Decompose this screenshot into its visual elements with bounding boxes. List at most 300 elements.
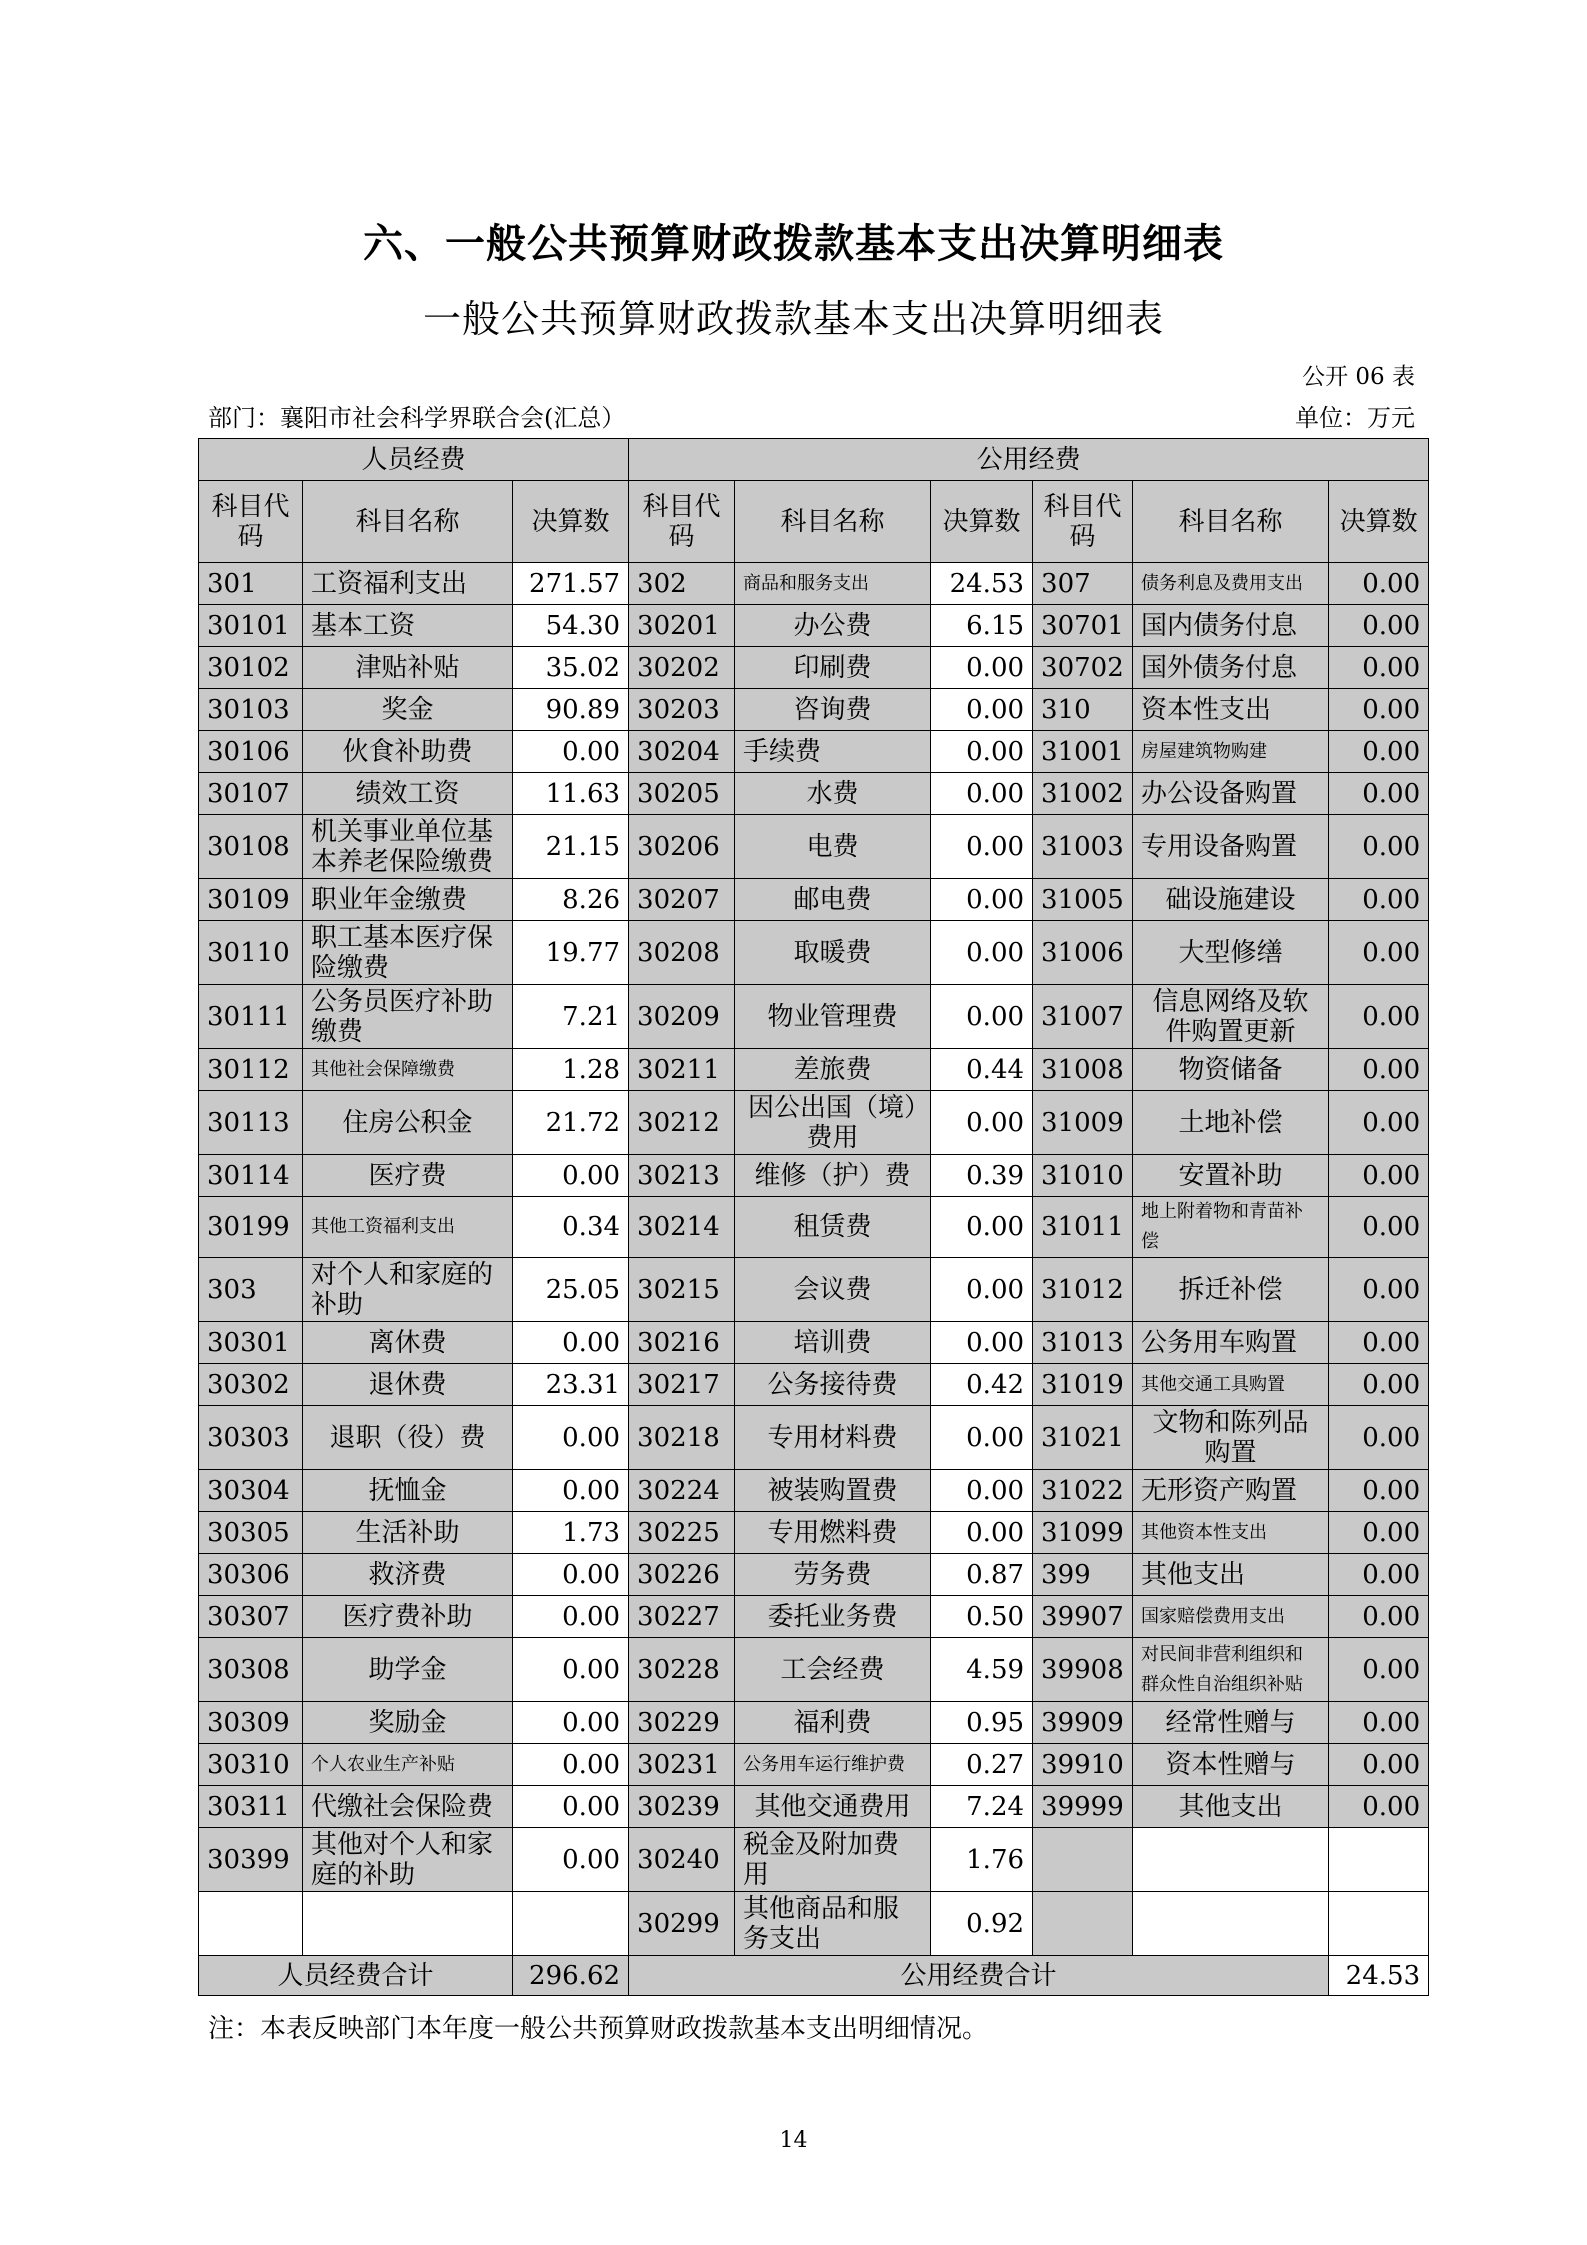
cell-code: 30209 <box>629 985 735 1049</box>
cell-amount: 0.44 <box>931 1049 1033 1091</box>
cell-amount: 0.00 <box>1329 1406 1429 1470</box>
cell-name: 办公设备购置 <box>1133 773 1329 815</box>
cell-amount: 0.00 <box>1329 605 1429 647</box>
cell-amount: 0.00 <box>1329 921 1429 985</box>
cell-amount: 7.21 <box>513 985 629 1049</box>
cell-code: 30114 <box>199 1155 303 1197</box>
cell-name: 国家赔偿费用支出 <box>1133 1596 1329 1638</box>
cell-amount: 0.00 <box>931 1406 1033 1470</box>
cell-name: 医疗费补助 <box>303 1596 513 1638</box>
cell-code: 30240 <box>629 1828 735 1892</box>
cell-amount: 24.53 <box>931 563 1033 605</box>
col-code-header: 科目代码 <box>1033 481 1133 563</box>
col-amount-header: 决算数 <box>1329 481 1429 563</box>
cell-name: 维修（护）费 <box>735 1155 931 1197</box>
cell-name: 专用燃料费 <box>735 1512 931 1554</box>
cell-amount: 0.00 <box>1329 1258 1429 1322</box>
cell-amount: 0.00 <box>513 1406 629 1470</box>
cell-code: 31011 <box>1033 1197 1133 1258</box>
cell-code: 30217 <box>629 1364 735 1406</box>
table-row <box>199 1892 1429 1956</box>
cell-name: 工会经费 <box>735 1638 931 1702</box>
cell-code: 30206 <box>629 815 735 879</box>
page-title: 六、一般公共预算财政拨款基本支出决算明细表 <box>363 221 1224 267</box>
cell-code: 30302 <box>199 1364 303 1406</box>
cell-amount: 0.42 <box>931 1364 1033 1406</box>
cell-amount: 23.31 <box>513 1364 629 1406</box>
cell-code: 30205 <box>629 773 735 815</box>
cell-code: 30225 <box>629 1512 735 1554</box>
cell-amount: 0.00 <box>513 1155 629 1197</box>
cell-amount: 0.00 <box>513 1322 629 1364</box>
cell-amount: 0.00 <box>931 985 1033 1049</box>
cell-code: 30226 <box>629 1554 735 1596</box>
cell-name: 住房公积金 <box>303 1091 513 1155</box>
cell-amount: 7.24 <box>931 1786 1033 1828</box>
cell-name: 差旅费 <box>735 1049 931 1091</box>
cell-code: 30110 <box>199 921 303 985</box>
cell-code: 30207 <box>629 879 735 921</box>
cell-amount: 0.00 <box>513 1638 629 1702</box>
table-row <box>199 1638 1429 1702</box>
cell-name <box>303 1892 513 1956</box>
cell-code: 30108 <box>199 815 303 879</box>
cell-amount: 6.15 <box>931 605 1033 647</box>
cell-code: 30101 <box>199 605 303 647</box>
cell-code: 39909 <box>1033 1702 1133 1744</box>
cell-name: 公务用车购置 <box>1133 1322 1329 1364</box>
cell-code: 30203 <box>629 689 735 731</box>
cell-amount: 0.00 <box>1329 647 1429 689</box>
cell-code: 30301 <box>199 1322 303 1364</box>
cell-code: 30202 <box>629 647 735 689</box>
cell-code: 30306 <box>199 1554 303 1596</box>
col-name-header: 科目名称 <box>735 481 931 563</box>
cell-name: 信息网络及软件购置更新 <box>1133 985 1329 1049</box>
col-name-header: 科目名称 <box>303 481 513 563</box>
cell-amount: 0.00 <box>1329 1786 1429 1828</box>
cell-code: 30239 <box>629 1786 735 1828</box>
table-row <box>199 1155 1429 1197</box>
cell-code: 30212 <box>629 1091 735 1155</box>
cell-code: 31012 <box>1033 1258 1133 1322</box>
cell-name: 其他交通费用 <box>735 1786 931 1828</box>
cell-code: 30214 <box>629 1197 735 1258</box>
cell-amount: 0.00 <box>513 1786 629 1828</box>
cell-code: 30299 <box>629 1892 735 1956</box>
cell-code: 30399 <box>199 1828 303 1892</box>
cell-code: 30702 <box>1033 647 1133 689</box>
cell-code: 31009 <box>1033 1091 1133 1155</box>
cell-amount: 0.00 <box>1329 1744 1429 1786</box>
cell-amount: 0.00 <box>1329 1049 1429 1091</box>
cell-amount: 0.00 <box>931 647 1033 689</box>
cell-code: 30224 <box>629 1470 735 1512</box>
cell-name: 国内债务付息 <box>1133 605 1329 647</box>
cell-code: 30213 <box>629 1155 735 1197</box>
cell-name: 经常性赠与 <box>1133 1702 1329 1744</box>
cell-code: 30113 <box>199 1091 303 1155</box>
cell-code: 30109 <box>199 879 303 921</box>
cell-name: 绩效工资 <box>303 773 513 815</box>
cell-amount <box>1329 1828 1429 1892</box>
cell-amount: 0.50 <box>931 1596 1033 1638</box>
cell-name: 安置补助 <box>1133 1155 1329 1197</box>
cell-amount: 0.00 <box>1329 1091 1429 1155</box>
table-row <box>199 689 1429 731</box>
cell-name: 其他支出 <box>1133 1554 1329 1596</box>
cell-name: 公务用车运行维护费 <box>735 1744 931 1786</box>
cell-amount: 0.00 <box>931 879 1033 921</box>
cell-code: 30107 <box>199 773 303 815</box>
cell-code: 303 <box>199 1258 303 1322</box>
table-row <box>199 879 1429 921</box>
cell-amount: 0.00 <box>931 1197 1033 1258</box>
cell-name: 债务利息及费用支出 <box>1133 563 1329 605</box>
cell-code: 31001 <box>1033 731 1133 773</box>
cell-code: 31010 <box>1033 1155 1133 1197</box>
cell-amount: 0.00 <box>1329 1364 1429 1406</box>
cell-name: 手续费 <box>735 731 931 773</box>
table-row <box>199 1744 1429 1786</box>
table-row <box>199 1049 1429 1091</box>
cell-code: 30305 <box>199 1512 303 1554</box>
personnel-total-label: 人员经费合计 <box>199 1956 513 1996</box>
page-number: 14 <box>779 2128 808 2153</box>
cell-code: 30231 <box>629 1744 735 1786</box>
col-name-header: 科目名称 <box>1133 481 1329 563</box>
cell-name: 文物和陈列品购置 <box>1133 1406 1329 1470</box>
cell-name: 代缴社会保险费 <box>303 1786 513 1828</box>
cell-code: 31007 <box>1033 985 1133 1049</box>
cell-amount: 0.27 <box>931 1744 1033 1786</box>
cell-amount: 0.00 <box>513 1470 629 1512</box>
cell-name: 福利费 <box>735 1702 931 1744</box>
table-row <box>199 731 1429 773</box>
cell-amount: 0.00 <box>1329 1554 1429 1596</box>
cell-amount: 0.34 <box>513 1197 629 1258</box>
cell-amount: 0.00 <box>513 731 629 773</box>
cell-name: 资本性赠与 <box>1133 1744 1329 1786</box>
cell-code: 31006 <box>1033 921 1133 985</box>
cell-code: 30307 <box>199 1596 303 1638</box>
cell-name: 对民间非营利组织和群众性自治组织补贴 <box>1133 1638 1329 1702</box>
cell-name: 职工基本医疗保险缴费 <box>303 921 513 985</box>
cell-code: 399 <box>1033 1554 1133 1596</box>
cell-name <box>1133 1828 1329 1892</box>
cell-amount: 0.00 <box>513 1596 629 1638</box>
table-row <box>199 815 1429 879</box>
cell-name: 其他交通工具购置 <box>1133 1364 1329 1406</box>
cell-name: 其他商品和服务支出 <box>735 1892 931 1956</box>
cell-code: 39907 <box>1033 1596 1133 1638</box>
cell-amount: 0.00 <box>931 773 1033 815</box>
cell-name: 商品和服务支出 <box>735 563 931 605</box>
cell-code: 31002 <box>1033 773 1133 815</box>
cell-code: 30102 <box>199 647 303 689</box>
table-row <box>199 1406 1429 1470</box>
cell-code: 39999 <box>1033 1786 1133 1828</box>
cell-code: 39910 <box>1033 1744 1133 1786</box>
cell-amount: 0.87 <box>931 1554 1033 1596</box>
cell-name: 医疗费 <box>303 1155 513 1197</box>
table-row <box>199 1470 1429 1512</box>
table-row <box>199 773 1429 815</box>
table-row <box>199 1554 1429 1596</box>
cell-amount: 0.00 <box>931 1091 1033 1155</box>
cell-amount: 0.00 <box>1329 1702 1429 1744</box>
cell-amount: 0.00 <box>931 1512 1033 1554</box>
cell-name: 无形资产购置 <box>1133 1470 1329 1512</box>
cell-name: 因公出国（境）费用 <box>735 1091 931 1155</box>
cell-amount: 0.00 <box>513 1554 629 1596</box>
col-code-header: 科目代码 <box>629 481 735 563</box>
cell-name: 拆迁补偿 <box>1133 1258 1329 1322</box>
cell-name: 奖励金 <box>303 1702 513 1744</box>
cell-amount: 0.00 <box>1329 1322 1429 1364</box>
cell-code: 30208 <box>629 921 735 985</box>
cell-amount: 0.00 <box>1329 731 1429 773</box>
cell-amount: 4.59 <box>931 1638 1033 1702</box>
cell-name: 奖金 <box>303 689 513 731</box>
table-note: 注：本表反映部门本年度一般公共预算财政拨款基本支出明细情况。 <box>208 2014 989 2044</box>
cell-code: 301 <box>199 563 303 605</box>
cell-name <box>1133 1892 1329 1956</box>
cell-amount: 21.15 <box>513 815 629 879</box>
cell-amount <box>513 1892 629 1956</box>
cell-code <box>1033 1828 1133 1892</box>
cell-amount: 0.00 <box>1329 1470 1429 1512</box>
cell-code: 30227 <box>629 1596 735 1638</box>
cell-name: 被装购置费 <box>735 1470 931 1512</box>
cell-name: 退职（役）费 <box>303 1406 513 1470</box>
cell-name: 物资储备 <box>1133 1049 1329 1091</box>
cell-code <box>1033 1892 1133 1956</box>
cell-code: 30303 <box>199 1406 303 1470</box>
cell-name: 公务员医疗补助缴费 <box>303 985 513 1049</box>
cell-code: 31008 <box>1033 1049 1133 1091</box>
cell-name: 培训费 <box>735 1322 931 1364</box>
col-code-header: 科目代码 <box>199 481 303 563</box>
cell-amount: 21.72 <box>513 1091 629 1155</box>
cell-amount: 0.00 <box>931 815 1033 879</box>
cell-name: 大型修缮 <box>1133 921 1329 985</box>
table-row <box>199 647 1429 689</box>
cell-name: 租赁费 <box>735 1197 931 1258</box>
cell-name: 其他工资福利支出 <box>303 1197 513 1258</box>
cell-code: 31021 <box>1033 1406 1133 1470</box>
cell-name: 会议费 <box>735 1258 931 1322</box>
cell-name: 办公费 <box>735 605 931 647</box>
cell-amount: 0.00 <box>931 1258 1033 1322</box>
cell-name: 工资福利支出 <box>303 563 513 605</box>
unit-label: 单位：万元 <box>1295 404 1415 432</box>
cell-code: 30211 <box>629 1049 735 1091</box>
cell-amount: 0.00 <box>1329 815 1429 879</box>
cell-code: 310 <box>1033 689 1133 731</box>
cell-name: 电费 <box>735 815 931 879</box>
cell-amount: 0.00 <box>1329 689 1429 731</box>
cell-amount: 90.89 <box>513 689 629 731</box>
cell-name: 抚恤金 <box>303 1470 513 1512</box>
expenditure-table <box>198 438 1429 1996</box>
cell-name: 土地补偿 <box>1133 1091 1329 1155</box>
cell-name: 物业管理费 <box>735 985 931 1049</box>
cell-code <box>199 1892 303 1956</box>
cell-amount: 25.05 <box>513 1258 629 1322</box>
cell-name: 机关事业单位基本养老保险缴费 <box>303 815 513 879</box>
cell-name: 委托业务费 <box>735 1596 931 1638</box>
cell-amount: 35.02 <box>513 647 629 689</box>
cell-name: 劳务费 <box>735 1554 931 1596</box>
cell-code: 30229 <box>629 1702 735 1744</box>
cell-code: 30216 <box>629 1322 735 1364</box>
personnel-header: 人员经费 <box>199 439 629 481</box>
cell-amount: 0.00 <box>1329 1155 1429 1197</box>
cell-amount: 0.39 <box>931 1155 1033 1197</box>
public-total-value: 24.53 <box>1329 1956 1429 1996</box>
cell-amount: 0.92 <box>931 1892 1033 1956</box>
cell-name: 助学金 <box>303 1638 513 1702</box>
cell-name: 税金及附加费用 <box>735 1828 931 1892</box>
table-row <box>199 1091 1429 1155</box>
table-row <box>199 1596 1429 1638</box>
table-row <box>199 985 1429 1049</box>
table-row <box>199 921 1429 985</box>
cell-amount: 1.28 <box>513 1049 629 1091</box>
cell-amount: 0.00 <box>931 1470 1033 1512</box>
cell-code: 307 <box>1033 563 1133 605</box>
department-label: 部门：襄阳市社会科学界联合会(汇总） <box>208 404 626 432</box>
cell-amount: 1.76 <box>931 1828 1033 1892</box>
table-title: 一般公共预算财政拨款基本支出决算明细表 <box>422 297 1164 341</box>
cell-amount: 0.00 <box>1329 1512 1429 1554</box>
cell-name: 其他对个人和家庭的补助 <box>303 1828 513 1892</box>
table-row <box>199 1322 1429 1364</box>
cell-code: 31022 <box>1033 1470 1133 1512</box>
cell-amount: 11.63 <box>513 773 629 815</box>
cell-code: 30309 <box>199 1702 303 1744</box>
table-row <box>199 1786 1429 1828</box>
cell-code: 30218 <box>629 1406 735 1470</box>
cell-code: 31099 <box>1033 1512 1133 1554</box>
cell-name: 印刷费 <box>735 647 931 689</box>
table-row <box>199 563 1429 605</box>
cell-name: 专用材料费 <box>735 1406 931 1470</box>
cell-amount: 0.00 <box>513 1828 629 1892</box>
cell-amount: 0.95 <box>931 1702 1033 1744</box>
cell-code: 30204 <box>629 731 735 773</box>
cell-amount: 0.00 <box>931 689 1033 731</box>
cell-amount: 19.77 <box>513 921 629 985</box>
cell-name: 救济费 <box>303 1554 513 1596</box>
cell-code: 30106 <box>199 731 303 773</box>
form-number: 公开 06 表 <box>1302 364 1415 390</box>
cell-name: 其他资本性支出 <box>1133 1512 1329 1554</box>
cell-code: 30701 <box>1033 605 1133 647</box>
cell-code: 31003 <box>1033 815 1133 879</box>
cell-code: 30311 <box>199 1786 303 1828</box>
cell-name: 公务接待费 <box>735 1364 931 1406</box>
cell-code: 31005 <box>1033 879 1133 921</box>
cell-amount: 0.00 <box>1329 563 1429 605</box>
cell-amount: 0.00 <box>1329 1596 1429 1638</box>
public-total-label: 公用经费合计 <box>629 1956 1329 1996</box>
cell-code: 30111 <box>199 985 303 1049</box>
cell-code: 30199 <box>199 1197 303 1258</box>
cell-name: 地上附着物和青苗补偿 <box>1133 1197 1329 1258</box>
cell-name: 伙食补助费 <box>303 731 513 773</box>
cell-code: 39908 <box>1033 1638 1133 1702</box>
cell-amount: 0.00 <box>513 1702 629 1744</box>
cell-name: 础设施建设 <box>1133 879 1329 921</box>
cell-amount: 0.00 <box>1329 773 1429 815</box>
cell-code: 30112 <box>199 1049 303 1091</box>
cell-amount: 0.00 <box>931 731 1033 773</box>
cell-name: 个人农业生产补贴 <box>303 1744 513 1786</box>
cell-name: 其他社会保障缴费 <box>303 1049 513 1091</box>
cell-amount: 0.00 <box>931 1322 1033 1364</box>
cell-name: 基本工资 <box>303 605 513 647</box>
col-amount-header: 决算数 <box>513 481 629 563</box>
cell-name: 水费 <box>735 773 931 815</box>
cell-code: 30304 <box>199 1470 303 1512</box>
cell-name: 对个人和家庭的补助 <box>303 1258 513 1322</box>
cell-name: 职业年金缴费 <box>303 879 513 921</box>
table-row <box>199 1364 1429 1406</box>
cell-code: 30228 <box>629 1638 735 1702</box>
cell-name: 咨询费 <box>735 689 931 731</box>
table-row <box>199 1702 1429 1744</box>
table-row <box>199 1258 1429 1322</box>
cell-code: 30201 <box>629 605 735 647</box>
cell-name: 取暖费 <box>735 921 931 985</box>
cell-amount <box>1329 1892 1429 1956</box>
cell-name: 退休费 <box>303 1364 513 1406</box>
personnel-total-value: 296.62 <box>513 1956 629 1996</box>
cell-amount: 0.00 <box>931 921 1033 985</box>
table-row <box>199 1197 1429 1258</box>
cell-name: 津贴补贴 <box>303 647 513 689</box>
cell-amount: 1.73 <box>513 1512 629 1554</box>
cell-amount: 0.00 <box>513 1744 629 1786</box>
cell-code: 30103 <box>199 689 303 731</box>
cell-name: 房屋建筑物购建 <box>1133 731 1329 773</box>
cell-amount: 0.00 <box>1329 985 1429 1049</box>
cell-amount: 0.00 <box>1329 879 1429 921</box>
cell-code: 302 <box>629 563 735 605</box>
cell-amount: 0.00 <box>1329 1197 1429 1258</box>
cell-name: 国外债务付息 <box>1133 647 1329 689</box>
cell-name: 资本性支出 <box>1133 689 1329 731</box>
cell-amount: 271.57 <box>513 563 629 605</box>
cell-name: 邮电费 <box>735 879 931 921</box>
cell-code: 31013 <box>1033 1322 1133 1364</box>
cell-name: 离休费 <box>303 1322 513 1364</box>
table-row <box>199 1512 1429 1554</box>
cell-code: 30310 <box>199 1744 303 1786</box>
cell-code: 30215 <box>629 1258 735 1322</box>
cell-amount: 54.30 <box>513 605 629 647</box>
cell-amount: 8.26 <box>513 879 629 921</box>
cell-code: 30308 <box>199 1638 303 1702</box>
col-amount-header: 决算数 <box>931 481 1033 563</box>
cell-name: 专用设备购置 <box>1133 815 1329 879</box>
cell-amount: 0.00 <box>1329 1638 1429 1702</box>
cell-name: 生活补助 <box>303 1512 513 1554</box>
public-header: 公用经费 <box>629 439 1429 481</box>
table-row <box>199 1828 1429 1892</box>
